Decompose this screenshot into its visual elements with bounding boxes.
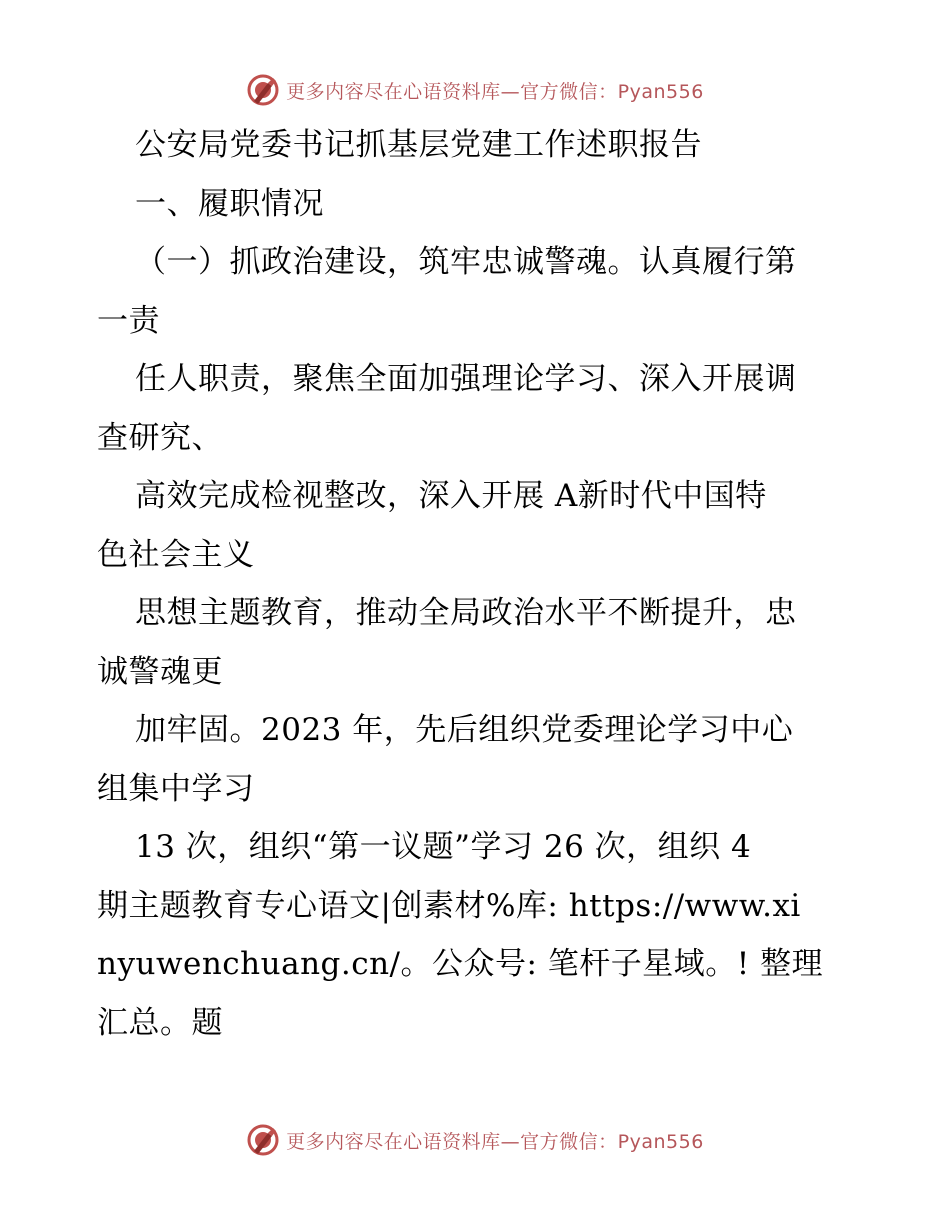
paragraph-line: 期主题教育专心语文|创素材%库: https://www.xi bbox=[97, 887, 801, 924]
paragraph-line: 加牢固。2023 年，先后组织党委理论学习中心 bbox=[135, 712, 794, 748]
document-body bbox=[97, 116, 857, 1052]
watermark-text: 更多内容尽在心语资料库—官方微信：Pyan556 bbox=[286, 80, 704, 103]
section-heading: 一、履职情况 bbox=[135, 185, 324, 222]
header-watermark bbox=[0, 68, 950, 112]
paragraph-line: 诚警魂更 bbox=[97, 653, 223, 690]
paragraph-line: 查研究、 bbox=[97, 419, 223, 456]
paragraph-line: 高效完成检视整改，深入开展 A新时代中国特 bbox=[135, 478, 767, 514]
document-title: 公安局党委书记抓基层党建工作述职报告 bbox=[135, 127, 702, 163]
watermark-group bbox=[246, 1123, 704, 1157]
paragraph-line: 汇总。题 bbox=[97, 1004, 223, 1041]
paragraph-line: （一）抓政治建设，筑牢忠诚警魂。认真履行第 bbox=[135, 244, 797, 280]
paragraph-line: 色社会主义 bbox=[97, 536, 255, 573]
footer-watermark bbox=[0, 1118, 950, 1162]
watermark-group bbox=[246, 73, 704, 107]
pen-seal-icon bbox=[246, 73, 280, 107]
paragraph-line: nyuwenchuang.cn/。公众号: 笔杆子星域。! 整理 bbox=[97, 946, 824, 982]
pen-seal-icon bbox=[246, 1123, 280, 1157]
paragraph-line: 13 次，组织“第一议题”学习 26 次，组织 4 bbox=[135, 829, 752, 865]
paragraph-line: 任人职责，聚焦全面加强理论学习、深入开展调 bbox=[135, 361, 797, 397]
paragraph-line: 思想主题教育，推动全局政治水平不断提升，忠 bbox=[135, 595, 797, 631]
paragraph-line: 组集中学习 bbox=[97, 770, 255, 807]
watermark-text: 更多内容尽在心语资料库—官方微信：Pyan556 bbox=[286, 1130, 704, 1153]
paragraph-line: 一责 bbox=[97, 302, 160, 339]
